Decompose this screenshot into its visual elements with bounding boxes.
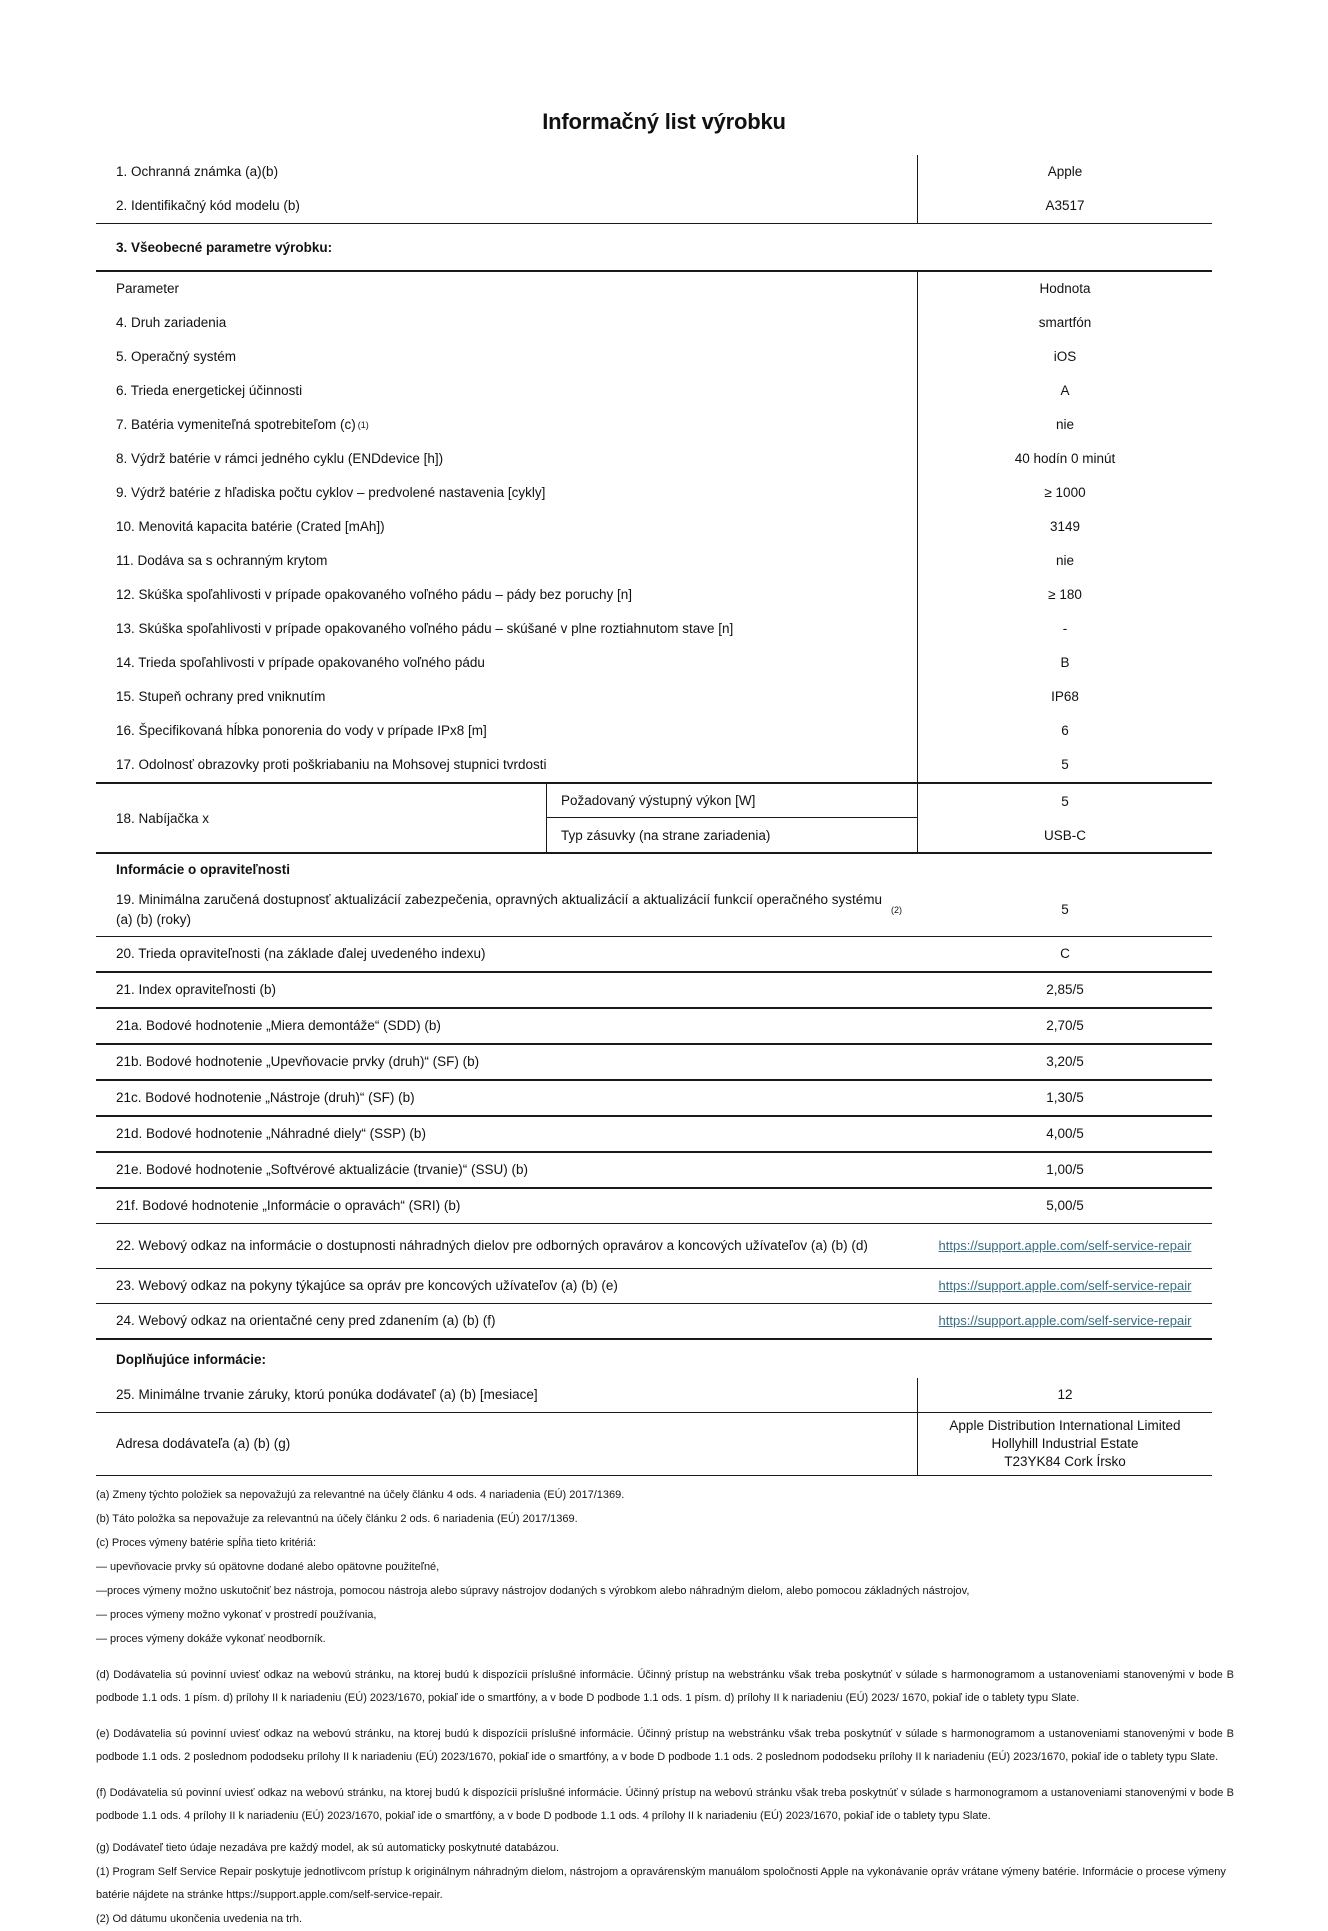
row-label: 25. Minimálne trvanie záruky, ktorú ponúka dodávateľ (a) (b) [mesiace] — [96, 1378, 918, 1412]
charger-output-power-label: Požadovaný výstupný výkon [W] — [547, 784, 918, 818]
row-value: 4,00/5 — [1046, 1126, 1084, 1142]
pretax-prices-link[interactable]: https://support.apple.com/self-service-repair — [938, 1313, 1192, 1329]
footnote-2: (2) Od dátumu ukončenia uvedenia na trh. — [96, 1913, 303, 1926]
table-row-charger — [96, 784, 1212, 854]
table-row-os — [96, 340, 1212, 374]
row-label: 21b. Bodové hodnotenie „Upevňovacie prvky (druh)“ (SF) (b) — [116, 1054, 480, 1070]
table-row-battery-capacity — [96, 510, 1212, 544]
row-value: smartfón — [1038, 315, 1092, 331]
row-value: C — [1060, 946, 1070, 962]
row-value: 1,00/5 — [1046, 1162, 1084, 1178]
row-value: 6 — [1061, 723, 1069, 739]
table-row-score-sdd — [96, 1009, 1212, 1045]
row-value: iOS — [1053, 349, 1077, 365]
table-row-protective-cover — [96, 544, 1212, 578]
row-label: 7. Batéria vymeniteľná spotrebiteľom (c) (1) — [96, 408, 918, 442]
supplier-address — [918, 1413, 1212, 1475]
repair-instructions-link[interactable]: https://support.apple.com/self-service-repair — [938, 1278, 1192, 1294]
row-value: 5,00/5 — [1046, 1198, 1084, 1214]
table-row-score-tools — [96, 1081, 1212, 1117]
footnotes — [96, 1484, 1234, 1931]
row-label: 17. Odolnosť obrazovky proti poškriabaniu na Mohsovej stupnici tvrdosti — [96, 748, 918, 782]
row-value: 3149 — [1049, 519, 1081, 535]
table-header-row — [96, 272, 1212, 306]
table-row-supplier-address — [96, 1413, 1212, 1476]
footnote-c-criterion: — upevňovacie prvky sú opätovne dodané alebo opätovne použiteľné, — [96, 1561, 440, 1574]
row-value: 2,70/5 — [1046, 1018, 1084, 1034]
footnote-ref-2: (2) — [891, 905, 902, 916]
table-row-spare-parts-link — [96, 1224, 1212, 1269]
footnote-g: (g) Dodávateľ tieto údaje nezadáva pre každý model, ak sú automaticky poskytnuté databázou. — [96, 1842, 560, 1855]
row-label: 21c. Bodové hodnotenie „Nástroje (druh)“ (SF) (b) — [116, 1090, 415, 1106]
row-label: Adresa dodávateľa (a) (b) (g) — [96, 1413, 918, 1475]
table-row-device-type — [96, 306, 1212, 340]
footnote-ref-1: (1) — [357, 420, 369, 431]
footnote-b: (b) Táto položka sa nepovažuje za relevantnú na účely článku 2 ods. 6 nariadenia (EÚ) 2017/1369. — [96, 1513, 578, 1526]
row-label: 14. Trieda spoľahlivosti v prípade opakovaného voľného pádu — [96, 646, 918, 680]
table-row-energy-class — [96, 374, 1212, 408]
footnote-a: (a) Zmeny týchto položiek sa nepovažujú za relevantné na účely článku 4 ods. 4 nariadenia (EÚ) 2017/1369. — [96, 1489, 625, 1502]
row-label: 22. Webový odkaz na informácie o dostupnosti náhradných dielov pre odborných opravárov a koncových užívateľov (a) (b) (d) — [116, 1238, 868, 1254]
row-label: 12. Skúška spoľahlivosti v prípade opakovaného voľného pádu – pády bez poruchy [n] — [96, 578, 918, 612]
row-label: 18. Nabíjačka x — [96, 784, 547, 852]
row-value: 5 — [1061, 757, 1069, 773]
row-label: 8. Výdrž batérie v rámci jedného cyklu (ENDdevice [h]) — [96, 442, 918, 476]
column-header-parameter: Parameter — [96, 272, 918, 306]
row-value: nie — [1055, 553, 1074, 569]
table-row-drop-test — [96, 578, 1212, 612]
table-row-repair-instructions-link — [96, 1269, 1212, 1304]
row-value: ≥ 1000 — [1044, 485, 1086, 501]
table-row-drop-test-unfolded — [96, 612, 1212, 646]
footnote-d: (d) Dodávatelia sú povinní uviesť odkaz na webovú stránku, na ktorej budú k dispozícii príslušné informácie. Účinný prístup na webstránku však treba poskytnúť v súlade s harmonogramom a ustanoveniami stanovenými v bode B podbode 1.1 ods. 1 písm. d) prílohy II k nariadeniu (EÚ) 2023/1670, pokiaľ ide o smartfóny, a v bode D podbode 1.1 ods. 1 písm. d) prílohy II k nariadeniu (EÚ) 2023/ 1670, pokiaľ ide o tablety typu Slate. — [96, 1669, 1234, 1705]
charger-output-power-value: 5 — [1061, 793, 1069, 809]
table-row-score-repair-info — [96, 1189, 1212, 1224]
row-label: 15. Stupeň ochrany pred vniknutím — [96, 680, 918, 714]
row-label: 20. Trieda opraviteľnosti (na základe ďalej uvedeného indexu) — [116, 946, 486, 962]
section-heading-additional-info: Doplňujúce informácie: — [116, 1351, 267, 1367]
table-row-score-software-updates — [96, 1153, 1212, 1189]
charger-socket-type-value: USB-C — [1043, 827, 1086, 843]
row-label: 21a. Bodové hodnotenie „Miera demontáže“ (SDD) (b) — [116, 1018, 441, 1034]
address-line: Apple Distribution International Limited — [949, 1418, 1181, 1434]
table-row-ingress-protection — [96, 680, 1212, 714]
table-row-battery-replaceable — [96, 408, 1212, 442]
footnote-c: (c) Proces výmeny batérie spĺňa tieto kritériá: — [96, 1537, 317, 1550]
spare-parts-availability-link[interactable]: https://support.apple.com/self-service-repair — [938, 1238, 1192, 1254]
table-row-battery-cycles — [96, 476, 1212, 510]
row-value: 40 hodín 0 minút — [1014, 451, 1116, 467]
row-label: 16. Špecifikovaná hĺbka ponorenia do vody v prípade IPx8 [m] — [96, 714, 918, 748]
row-value — [918, 1304, 1212, 1338]
table-row-pretax-prices-link — [96, 1304, 1212, 1340]
footnote-c-criterion: — proces výmeny možno vykonať v prostredí používania, — [96, 1609, 377, 1622]
row-value: nie — [1055, 417, 1074, 433]
row-label: 11. Dodáva sa s ochranným krytom — [96, 544, 918, 578]
table-row-repairability-index — [96, 973, 1212, 1009]
row-label: 23. Webový odkaz na pokyny týkajúce sa opráv pre koncových užívateľov (a) (b) (e) — [116, 1278, 618, 1294]
row-label: 24. Webový odkaz na orientačné ceny pred zdanením (a) (b) (f) — [116, 1313, 496, 1329]
row-label: 4. Druh zariadenia — [96, 306, 918, 340]
row-label: 9. Výdrž batérie z hľadiska počtu cyklov – predvolené nastavenia [cykly] — [96, 476, 918, 510]
row-value: 3,20/5 — [1046, 1054, 1084, 1070]
table-row-warranty — [96, 1378, 1212, 1413]
footnote-e: (e) Dodávatelia sú povinní uviesť odkaz na webovú stránku, na ktorej budú k dispozícii príslušné informácie. Účinný prístup na webstránku však treba poskytnúť v súlade s harmonogramom a ustanoveniami stanovenými v bode B podbode 1.1 ods. 2 poslednom pododseku prílohy II k nariadeniu (EÚ) 2023/1670, pokiaľ ide o smartfóny, a v bode D podbode 1.1 ods. 2 poslednom pododseku prílohy II k nariadeniu (EÚ) 2023/1670, pokiaľ ide o tablety typu Slate. — [96, 1728, 1234, 1764]
table-row-battery-endurance — [96, 442, 1212, 476]
row-label: 2. Identifikačný kód modelu (b) — [96, 189, 918, 223]
row-value: IP68 — [1051, 689, 1079, 705]
row-value: Apple — [1047, 164, 1083, 180]
table-row-model-id — [96, 189, 1212, 224]
product-table — [96, 155, 1212, 1476]
row-label: 19. Minimálna zaručená dostupnosť aktualizácií zabezpečenia, opravných aktualizácií a aktualizácií funkcií operačného systému (a) (b) (roky) (2) — [116, 892, 902, 928]
row-value: A3517 — [1045, 198, 1085, 214]
page-title: Informačný list výrobku — [542, 108, 786, 134]
footnote-1: (1) Program Self Service Repair poskytuje jednotlivcom prístup k originálnym náhradným dielom, nástrojom a opravárenským manuálom spoločnosti Apple na vykonávanie opráv vrátane výmeny batérie. Informácie o procese výmeny batérie nájdete na stránke https://support.apple.com/self-service-repair. — [96, 1866, 1226, 1902]
row-label: 21e. Bodové hodnotenie „Softvérové aktualizácie (trvanie)“ (SSU) (b) — [116, 1162, 528, 1178]
footnote-f: (f) Dodávatelia sú povinní uviesť odkaz na webovú stránku, na ktorej budú k dispozícii príslušné informácie. Účinný prístup na webovú stránku však treba poskytnúť v súlade s harmonogramom a ustanoveniami stanovenými v bode B podbode 1.1 ods. 4 prílohy II k nariadeniu (EÚ) 2023/1670, pokiaľ ide o smartfóny, a v bode D podbode 1.1 ods. 4 prílohy II k nariadeniu (EÚ) 2023/1670, pokiaľ ide o tablety typu Slate. — [96, 1787, 1234, 1823]
table-row-repairability-class — [96, 937, 1212, 973]
row-value: A — [1060, 383, 1070, 399]
row-value: - — [1062, 621, 1068, 637]
row-label: 13. Skúška spoľahlivosti v prípade opakovaného voľného pádu – skúšané v plne roztiahnutom stave [n] — [96, 612, 918, 646]
row-label: 21d. Bodové hodnotenie „Náhradné diely“ (SSP) (b) — [116, 1126, 426, 1142]
address-line: Hollyhill Industrial Estate — [991, 1436, 1139, 1452]
row-label: 5. Operačný systém — [96, 340, 918, 374]
row-value: B — [1060, 655, 1070, 671]
row-value — [918, 1269, 1212, 1303]
table-row-scratch-resistance — [96, 748, 1212, 784]
row-value: 5 — [1061, 902, 1069, 918]
row-label: 21f. Bodové hodnotenie „Informácie o opravách“ (SRI) (b) — [116, 1198, 461, 1214]
table-row-score-fasteners — [96, 1045, 1212, 1081]
table-row-drop-reliability-class — [96, 646, 1212, 680]
row-label: 6. Trieda energetickej účinnosti — [96, 374, 918, 408]
table-row-immersion-depth — [96, 714, 1212, 748]
address-line: T23YK84 Cork Írsko — [1004, 1454, 1126, 1470]
charger-socket-type-label: Typ zásuvky (na strane zariadenia) — [547, 818, 918, 852]
section-heading-repairability: Informácie o opraviteľnosti — [116, 861, 290, 877]
section-heading-general-parameters: 3. Všeobecné parametre výrobku: — [96, 224, 1212, 272]
footnote-c-criterion: —proces výmeny možno uskutočniť bez nástroja, pomocou nástroja alebo súpravy nástrojov dodaných s výrobkom alebo náhradným dielom, alebo pomocou základných nástrojov, — [96, 1585, 970, 1598]
table-row-score-spare-parts — [96, 1117, 1212, 1153]
row-value — [918, 1224, 1212, 1268]
table-row-update-availability — [96, 884, 1212, 937]
row-value: ≥ 180 — [1048, 587, 1082, 603]
row-label: 10. Menovitá kapacita batérie (Crated [mAh]) — [96, 510, 918, 544]
footnote-c-criterion: — proces výmeny dokáže vykonať neodborník. — [96, 1633, 326, 1646]
row-label: 21. Index opraviteľnosti (b) — [116, 982, 277, 998]
row-value: 12 — [1057, 1387, 1073, 1403]
table-row-trademark — [96, 155, 1212, 189]
row-value: 2,85/5 — [1046, 982, 1084, 998]
row-value: 1,30/5 — [1046, 1090, 1084, 1106]
column-header-value: Hodnota — [1039, 281, 1091, 297]
row-label: 1. Ochranná známka (a)(b) — [96, 155, 918, 189]
